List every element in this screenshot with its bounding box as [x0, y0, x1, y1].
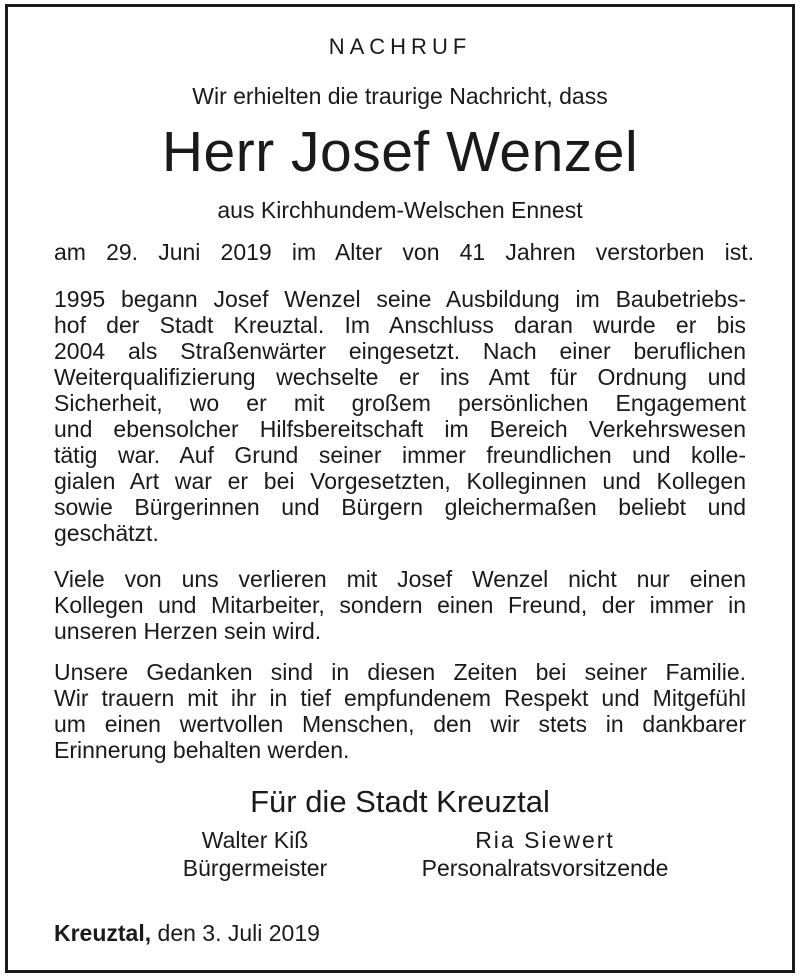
- text-line: und ebensolcher Hilfsbereitschaft im Bereich Verkehrswesen: [54, 416, 746, 442]
- text-line: Erinnerung behalten werden.: [54, 737, 350, 763]
- paragraph-condolence: [54, 659, 746, 763]
- paragraph-career: [54, 286, 746, 546]
- signer-name: Walter Kiß: [201, 827, 309, 853]
- text-line: geschätzt.: [54, 520, 159, 546]
- death-date-line: am 29. Juni 2019 im Alter von 41 Jahren verstorben ist.: [54, 239, 754, 265]
- signer-mayor: [150, 826, 360, 882]
- signature-title: Für die Stadt Kreuztal: [250, 784, 550, 819]
- deceased-name: Herr Josef Wenzel: [161, 120, 639, 184]
- text-line: tätig war. Auf Grund seiner immer freundlichen und kolle-: [54, 442, 746, 468]
- notice-heading: NACHRUF: [328, 34, 472, 59]
- signer-role: Bürgermeister: [182, 855, 328, 881]
- text-line: Sicherheit, wo er mit großem persönlichen Engagement: [54, 390, 746, 416]
- text-line: Kollegen und Mitarbeiter, sondern einen Freund, der immer in: [54, 592, 746, 618]
- signer-name: Ria Siewert: [475, 827, 615, 853]
- text-line: Wir trauern mit ihr in tief empfundenem Respekt und Mitgefühl: [54, 685, 746, 711]
- text-line: sowie Bürgerinnen und Bürgern gleichermaßen beliebt und: [54, 494, 746, 520]
- origin-line: aus Kirchhundem-Welschen Ennest: [217, 197, 583, 223]
- text-line: 1995 begann Josef Wenzel seine Ausbildung im Baubetriebs-: [54, 286, 746, 312]
- text-line: gialen Art war er bei Vorgesetzten, Kolleginnen und Kollegen: [54, 468, 746, 494]
- date-text: den 3. Juli 2019: [157, 920, 320, 946]
- text-line: hof der Stadt Kreuztal. Im Anschluss daran wurde er bis: [54, 312, 746, 338]
- intro-line: Wir erhielten die traurige Nachricht, dass: [192, 83, 608, 109]
- signer-council-chair: [400, 826, 690, 882]
- text-line: unseren Herzen sein wird.: [54, 618, 322, 644]
- text-line: Weiterqualifizierung wechselte er ins Amt für Ordnung und: [54, 364, 746, 390]
- place-name: Kreuztal,: [54, 920, 152, 946]
- place-date-line: [54, 919, 320, 947]
- text-line: 2004 als Straßenwärter eingesetzt. Nach einer beruflichen: [54, 338, 746, 364]
- text-line: Unsere Gedanken sind in diesen Zeiten bei seiner Familie.: [54, 659, 746, 685]
- text-line: um einen wertvollen Menschen, den wir stets in dankbarer: [54, 711, 746, 737]
- paragraph-friendship: [54, 566, 746, 644]
- signer-role: Personalratsvorsitzende: [421, 855, 669, 881]
- text-line: Viele von uns verlieren mit Josef Wenzel nicht nur einen: [54, 566, 746, 592]
